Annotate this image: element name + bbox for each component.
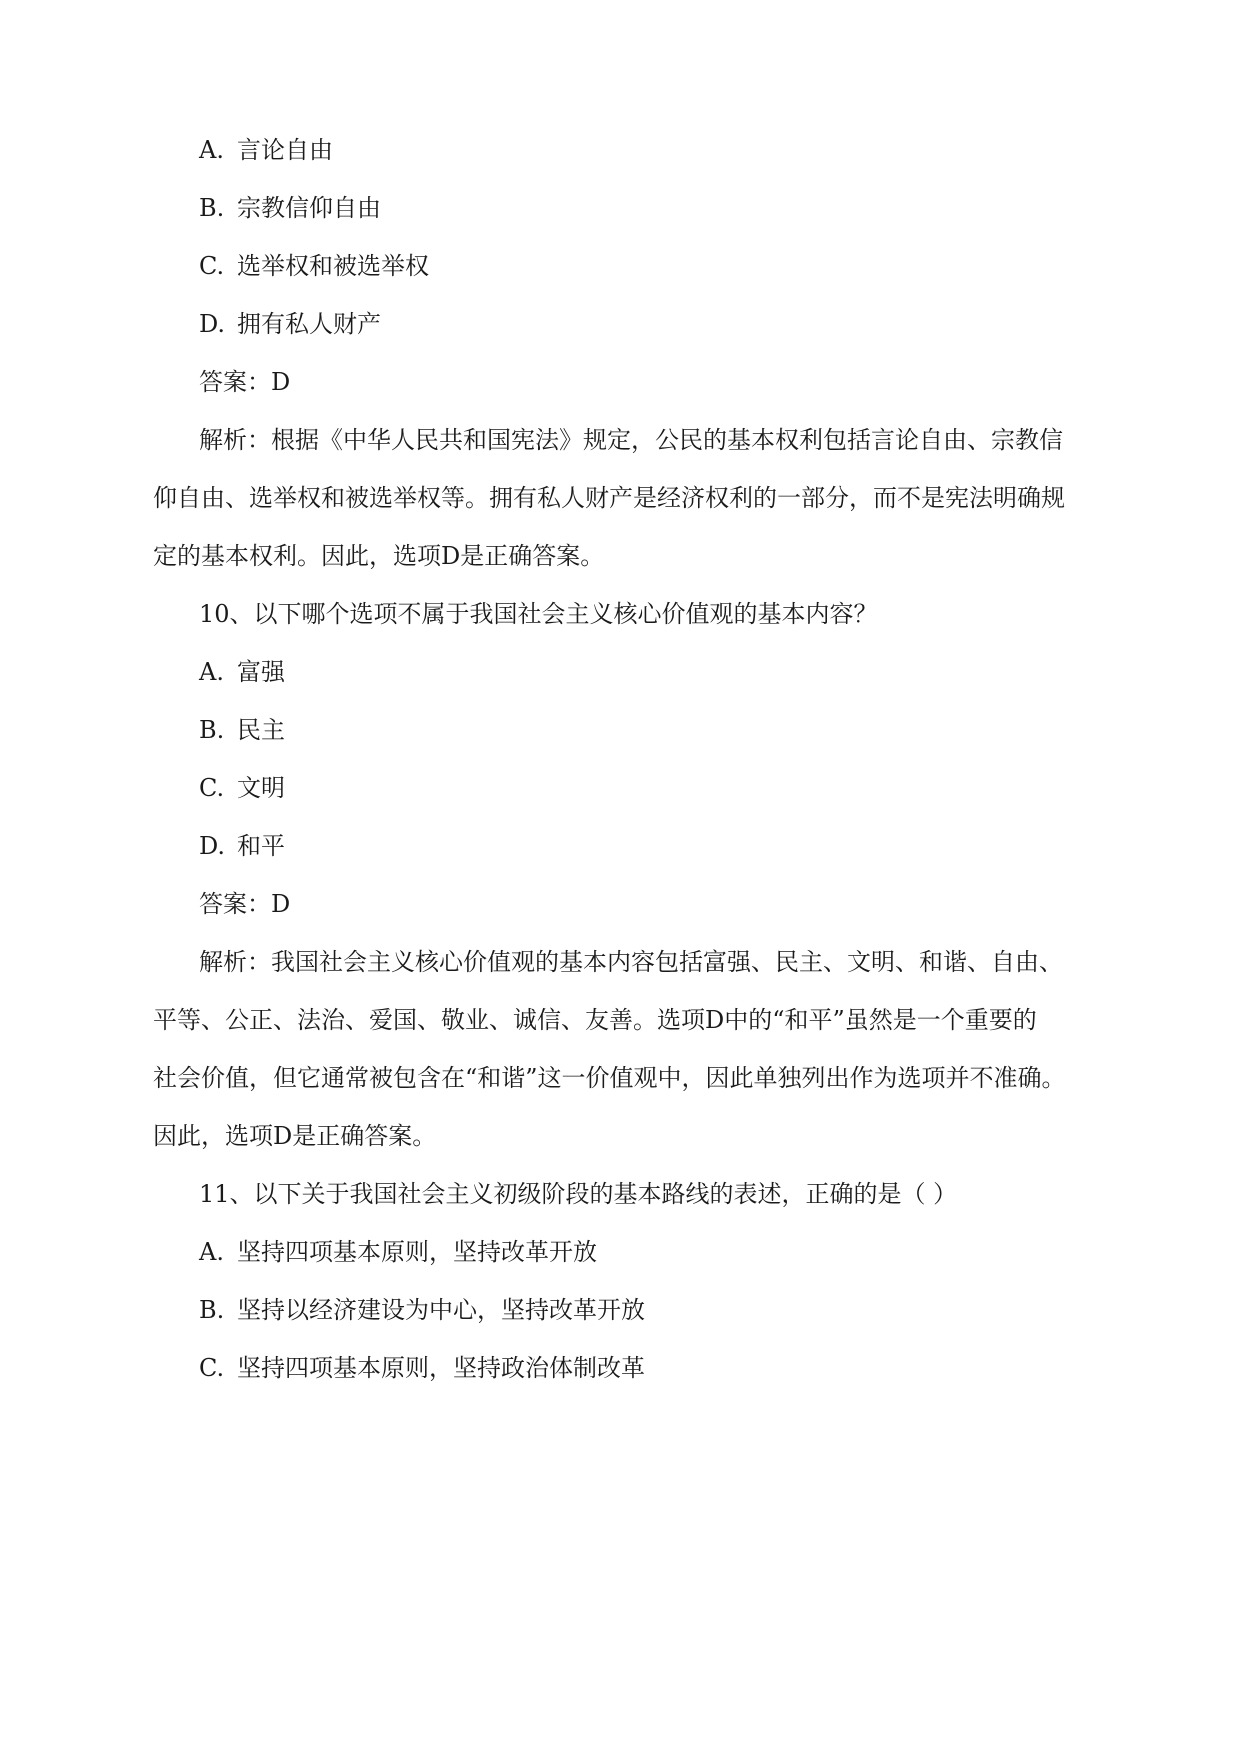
option-letter: C.	[199, 774, 225, 802]
option-letter: B.	[199, 1296, 225, 1324]
option-text: 民主	[237, 716, 285, 744]
option-text: 文明	[237, 774, 285, 802]
q11-option-a	[199, 1236, 1139, 1268]
q9-option-a	[199, 134, 1139, 166]
q9-explanation-line-1: 解析：根据《中华人民共和国宪法》规定，公民的基本权利包括言论自由、宗教信	[199, 426, 1063, 454]
option-letter: C.	[199, 1354, 225, 1382]
q9-answer: 答案：D	[199, 368, 291, 396]
q9-option-b	[199, 192, 1139, 224]
q10-explanation-line-2: 平等、公正、法治、爱国、敬业、诚信、友善。选项D中的“和平”虽然是一个重要的	[153, 1006, 1037, 1034]
q10-explanation-line-1: 解析：我国社会主义核心价值观的基本内容包括富强、民主、文明、和谐、自由、	[199, 948, 1063, 976]
q9-explanation-line-3: 定的基本权利。因此，选项D是正确答案。	[153, 542, 605, 570]
option-letter: B.	[199, 716, 225, 744]
option-text: 宗教信仰自由	[237, 194, 381, 222]
option-letter: A.	[199, 136, 224, 164]
q10-question: 10、以下哪个选项不属于我国社会主义核心价值观的基本内容？	[199, 600, 878, 628]
q10-explanation-line-3: 社会价值，但它通常被包含在“和谐”这一价值观中，因此单独列出作为选项并不准确。	[153, 1064, 1066, 1092]
q10-answer: 答案：D	[199, 890, 291, 918]
option-text: 言论自由	[237, 136, 333, 164]
q9-explanation-line-2: 仰自由、选举权和被选举权等。拥有私人财产是经济权利的一部分，而不是宪法明确规	[153, 484, 1065, 512]
q11-option-c	[199, 1352, 1139, 1384]
q10-option-c	[199, 772, 1139, 804]
option-letter: C.	[199, 252, 225, 280]
q10-explanation-line-4: 因此，选项D是正确答案。	[153, 1122, 437, 1150]
option-letter: A.	[199, 658, 224, 686]
option-text: 坚持以经济建设为中心，坚持改革开放	[237, 1296, 645, 1324]
option-text: 坚持四项基本原则，坚持改革开放	[237, 1238, 597, 1266]
q10-option-d	[199, 830, 1139, 862]
q9-option-d	[199, 308, 1139, 340]
option-letter: D.	[199, 310, 226, 338]
option-text: 拥有私人财产	[237, 310, 381, 338]
q9-option-c	[199, 250, 1139, 282]
q10-option-a	[199, 656, 1139, 688]
q11-question: 11、以下关于我国社会主义初级阶段的基本路线的表述，正确的是（ ）	[199, 1180, 958, 1208]
q11-option-b	[199, 1294, 1139, 1326]
option-letter: D.	[199, 832, 226, 860]
option-text: 富强	[237, 658, 285, 686]
option-text: 坚持四项基本原则，坚持政治体制改革	[237, 1354, 645, 1382]
option-text: 选举权和被选举权	[237, 252, 429, 280]
option-text: 和平	[237, 832, 285, 860]
option-letter: A.	[199, 1238, 224, 1266]
q10-option-b	[199, 714, 1139, 746]
option-letter: B.	[199, 194, 225, 222]
